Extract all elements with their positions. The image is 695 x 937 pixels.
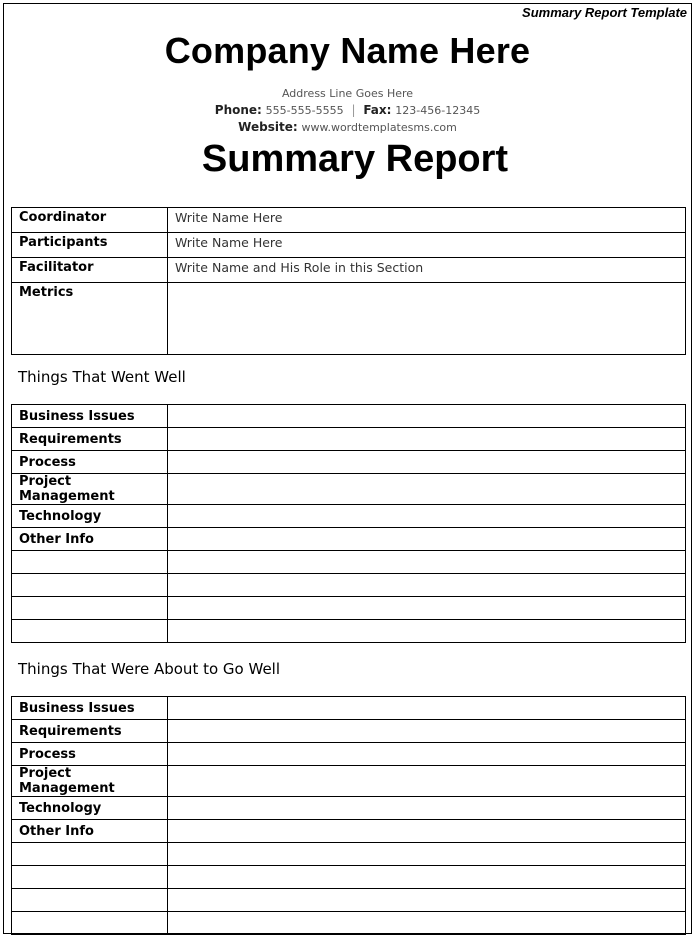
row-label: Business Issues [12,405,168,428]
row-label: Project Management [12,766,168,797]
table-row [12,233,686,258]
row-field[interactable] [168,697,686,720]
row-field[interactable] [168,866,686,889]
metrics-label: Metrics [12,283,168,355]
table-row [12,474,686,505]
row-field[interactable] [168,820,686,843]
table-row [12,551,686,574]
row-field[interactable] [168,474,686,505]
row-field[interactable] [168,743,686,766]
table-row [12,258,686,283]
facilitator-label: Facilitator [12,258,168,283]
table-row [12,889,686,912]
company-name: Company Name Here [164,30,531,71]
table-row [12,866,686,889]
row-label [12,551,168,574]
row-field[interactable] [168,889,686,912]
coordinator-field[interactable]: Write Name Here [168,208,686,233]
row-label: Technology [12,797,168,820]
row-label [12,597,168,620]
row-label [12,620,168,643]
row-field[interactable] [168,528,686,551]
website-line [0,120,695,134]
table-row [12,843,686,866]
phone-value: 555-555-5555 [265,104,344,117]
table-row [12,574,686,597]
table-row [12,528,686,551]
fax-value: 123-456-12345 [395,104,481,117]
facilitator-field[interactable]: Write Name and His Role in this Section [168,258,686,283]
table-row [12,451,686,474]
separator: | [351,103,356,117]
address-line: Address Line Goes Here [281,87,414,100]
row-field[interactable] [168,451,686,474]
table-row [12,743,686,766]
row-label [12,866,168,889]
table-row [12,797,686,820]
row-label [12,889,168,912]
details-table [11,207,686,355]
participants-label: Participants [12,233,168,258]
row-label: Business Issues [12,697,168,720]
row-field[interactable] [168,405,686,428]
table-row [12,697,686,720]
row-label: Project Management [12,474,168,505]
table-row [12,620,686,643]
table-row [12,766,686,797]
row-field[interactable] [168,551,686,574]
contact-line [0,103,695,117]
row-field[interactable] [168,912,686,935]
row-label: Technology [12,505,168,528]
row-field[interactable] [168,428,686,451]
table-row [12,405,686,428]
table-row [12,283,686,355]
row-label [12,843,168,866]
report-title: Summary Report [201,138,509,180]
went-well-table [11,404,686,643]
table-row [12,820,686,843]
row-field[interactable] [168,574,686,597]
row-field[interactable] [168,597,686,620]
website-value: www.wordtemplatesms.com [301,121,457,134]
section-title-about-to-go-well: Things That Were About to Go Well [18,660,281,678]
table-row [12,208,686,233]
table-row [12,428,686,451]
table-row [12,912,686,935]
row-label [12,912,168,935]
row-field[interactable] [168,766,686,797]
row-label: Requirements [12,428,168,451]
table-row [12,720,686,743]
row-label [12,574,168,597]
template-title: Summary Report Template [522,5,687,20]
fax-label: Fax: [363,103,392,117]
metrics-field[interactable] [168,283,686,355]
table-row [12,597,686,620]
participants-field[interactable]: Write Name Here [168,233,686,258]
row-label: Process [12,451,168,474]
row-field[interactable] [168,797,686,820]
website-label: Website: [238,120,298,134]
row-label: Other Info [12,528,168,551]
row-label: Process [12,743,168,766]
row-field[interactable] [168,720,686,743]
row-field[interactable] [168,843,686,866]
phone-label: Phone: [214,103,262,117]
table-row [12,505,686,528]
about-to-go-well-table [11,696,686,935]
coordinator-label: Coordinator [12,208,168,233]
row-field[interactable] [168,505,686,528]
row-label: Requirements [12,720,168,743]
section-title-went-well: Things That Went Well [18,368,186,386]
row-label: Other Info [12,820,168,843]
row-field[interactable] [168,620,686,643]
